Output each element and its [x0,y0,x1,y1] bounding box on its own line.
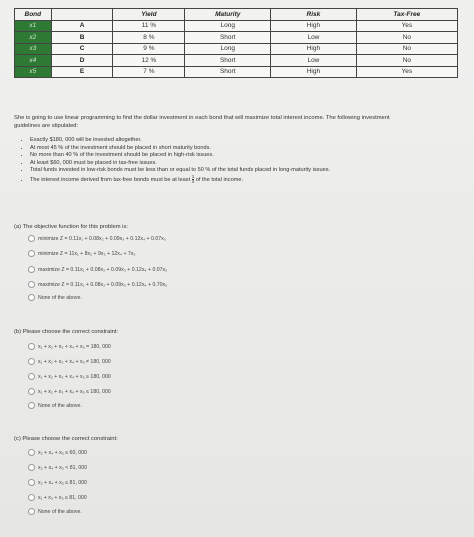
question-c-option-4[interactable] [28,494,87,502]
radio-button[interactable] [28,281,35,288]
guideline-item: • Exactly $180, 000 will be invested altogether. [30,137,390,145]
header-letter [51,9,113,21]
question-b-title: (b) Please choose the correct constraint: [14,329,119,335]
table-row [15,20,458,32]
option-label: None of the above. [38,508,82,515]
radio-button[interactable] [28,235,35,242]
question-a-option-3[interactable] [28,266,167,274]
bond-cell: D [51,55,113,67]
variable-cell: x2 [15,32,52,44]
risk-cell: Low [271,32,357,44]
question-a-title: (a) The objective function for this problem is: [14,224,128,230]
radio-button[interactable] [28,294,35,301]
question-a-option-2[interactable] [28,250,136,258]
yield-cell: 8 % [113,32,185,44]
option-label: x₂ + x₄ + x₅ ≤ 81, 000 [38,479,87,486]
table-header-row [15,9,458,21]
maturity-cell: Long [185,43,271,55]
bond-cell: C [51,43,113,55]
option-label: x₁ + x₃ + x₅ ≤ 81, 000 [38,494,87,501]
option-label: x₂ + x₄ + x₅ < 81, 000 [38,464,88,471]
bond-table [14,8,458,78]
radio-button[interactable] [28,402,35,409]
question-c-option-2[interactable] [28,464,87,472]
tax-free-cell: Yes [356,20,457,32]
variable-cell: x5 [15,66,52,78]
header-maturity: Maturity [185,9,271,21]
variable-cell: x4 [15,55,52,67]
question-a-option-4[interactable] [28,281,167,289]
question-c-title: (c) Please choose the correct constraint: [14,436,118,442]
tax-free-cell: No [356,55,457,67]
risk-cell: High [271,20,357,32]
risk-cell: Low [271,55,357,67]
risk-cell: High [271,43,357,55]
question-b-option-2[interactable] [28,358,111,366]
option-label: x₁ + x₂ + x₃ + x₄ + x₅ ≥ 180, 000 [38,373,111,380]
guidelines-list [20,137,390,185]
maturity-cell: Short [185,55,271,67]
maturity-cell: Short [185,32,271,44]
radio-button[interactable] [28,250,35,257]
option-label: x₁ + x₂ + x₃ + x₄ + x₅ ≤ 180, 000 [38,388,111,395]
option-label: maximize Z = 0.11x₁ + 0.08x₂ + 0.09x₃ + 0.12x₄ + 0.70x₅ [38,281,168,288]
option-label: minimize Z = 0.11x₁ + 0.08x₂ + 0.09x₃ + 0.12x₄ + 0.07x₅ [38,235,166,242]
table-row [15,66,458,78]
option-label: minimize Z = 11x₁ + 8x₂ + 9x₃ + 12x₄ + 7x₅ [38,250,136,257]
bond-cell: B [51,32,113,44]
variable-cell: x1 [15,20,52,32]
guideline-item [30,175,390,185]
radio-button[interactable] [28,266,35,273]
header-bond: Bond [15,9,52,21]
yield-cell: 9 % [113,43,185,55]
problem-intro: She is going to use linear programming to find the dollar investment in each bond that will maximize total interest income. The following investment guidelines are stipulated: [14,115,390,129]
option-label: x₁ + x₂ + x₃ + x₄ + x₅ ≠ 180, 000 [38,358,111,365]
bond-cell: E [51,66,113,78]
question-c-option-1[interactable] [28,449,87,457]
radio-button[interactable] [28,464,35,471]
tax-free-cell: No [356,32,457,44]
yield-cell: 11 % [113,20,185,32]
question-b-option-5[interactable] [28,402,82,410]
radio-button[interactable] [28,494,35,501]
radio-button[interactable] [28,373,35,380]
header-tax-free: Tax-Free [356,9,457,21]
question-b-option-4[interactable] [28,388,111,396]
variable-cell: x3 [15,43,52,55]
option-label: None of the above. [38,294,82,301]
table-row [15,32,458,44]
question-a-option-1[interactable] [28,235,166,243]
fraction-denominator: 4 [191,178,195,184]
yield-cell: 12 % [113,55,185,67]
guideline-item: • No more than 40 % of the investment should be placed in high-risk issues. [30,152,390,160]
yield-cell: 7 % [113,66,185,78]
risk-cell: High [271,66,357,78]
radio-button[interactable] [28,358,35,365]
guideline-item: • At most 45 % of the investment should be placed in short maturity bonds. [30,145,390,153]
question-a-option-5[interactable] [28,294,82,302]
bond-cell: A [51,20,113,32]
radio-button[interactable] [28,449,35,456]
table-row [15,55,458,67]
header-yield: Yield [113,9,185,21]
question-c-option-5[interactable] [28,508,82,516]
guideline-item: • Total funds invested in low-risk bonds must be less than or equal to 50 % of the total funds placed in long-maturity issues. [30,167,390,175]
tax-free-cell: No [356,43,457,55]
table-row [15,43,458,55]
question-c-option-3[interactable] [28,479,87,487]
option-label: x₂ + x₄ + x₅ ≤ 60, 000 [38,449,87,456]
radio-button[interactable] [28,343,35,350]
guideline-item: • At least $60, 000 must be placed in tax-free issues. [30,160,390,168]
maturity-cell: Long [185,20,271,32]
option-label: None of the above. [38,402,82,409]
radio-button[interactable] [28,388,35,395]
maturity-cell: Short [185,66,271,78]
fraction-numerator: 1 [191,173,195,179]
tax-free-cell: Yes [356,66,457,78]
option-label: x₁ + x₂ + x₃ + x₄ + x₅ = 180, 000 [38,343,111,350]
question-b-option-1[interactable] [28,343,111,351]
option-label: maximize Z = 0.11x₁ + 0.08x₂ + 0.09x₃ + 0.12x₄ + 0.07x₅ [38,266,168,273]
guideline-tail: of the total income. [195,176,244,183]
radio-button[interactable] [28,479,35,486]
guideline-text: The interest income derived from tax-free bonds must be at least [30,176,191,183]
header-risk: Risk [271,9,357,21]
radio-button[interactable] [28,508,35,515]
fraction [192,175,195,184]
question-b-option-3[interactable] [28,373,111,381]
